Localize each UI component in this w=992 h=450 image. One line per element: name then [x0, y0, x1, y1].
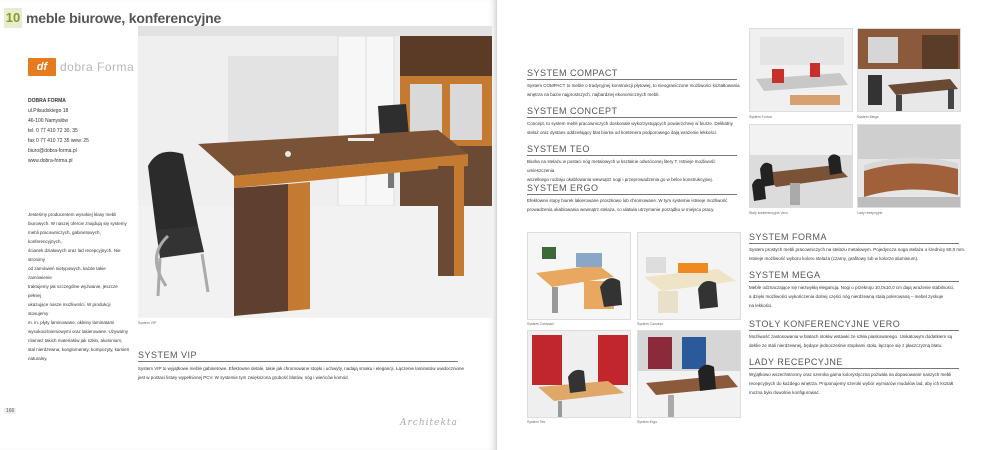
ergo-line: prowadzenia okablowania wewnątrz stelaża, co ułatwia utrzymanie porządku w miejscu pracy.: [527, 207, 715, 212]
ergo-line: Efektowne stopy biurek lakierowane proszkowo lub chromowane. W tym systemie istnieje możliwość: [527, 198, 728, 203]
photo-caption: System VIP: [138, 321, 157, 325]
contact-company: DOBRA FORMA: [28, 98, 66, 104]
thumb-caption: System Concept: [637, 322, 663, 326]
thumb-caption: System Forma: [749, 115, 772, 119]
thumb-caption: System Teo: [527, 420, 546, 424]
vero-line: Możliwość zastosowania w blatach stołów wstawki ze szkła piaskowanego. Unikatowym dodatkiem są: [749, 334, 953, 339]
about-line: m. in. płyty laminowane, okleiny laminatami: [28, 320, 115, 325]
ergo-illustration: [638, 331, 741, 418]
system-vip-photo: [138, 26, 492, 318]
contact-fax: fax 0 77 410 72 35 wew. 25: [28, 138, 89, 144]
system-concept-photo: [637, 232, 741, 320]
thumb-caption: Lady recepcyjne: [857, 211, 883, 215]
page-number: 166: [6, 408, 15, 414]
contact-block: [28, 96, 89, 166]
about-line: od zamówień nietypowych, każde takie zamówienie: [28, 266, 106, 280]
mega-title: SYSTEM MEGA: [749, 270, 959, 282]
about-line: biurowych. W naszej ofercie znajdują się systemy: [28, 221, 127, 226]
office-desk-illustration: [138, 26, 492, 318]
concept-line: Concept, to system mebli pracowniczych doskonale wykorzystujących powierzchnię w biurze. Delikatny: [527, 121, 733, 126]
about-line: ścianek działowych oraz lad recepcyjnych. Nie stronimy: [28, 248, 121, 262]
concept-illustration: [638, 233, 741, 320]
about-line: ukazujące nasze możliwości. W produkcji stosujemy: [28, 302, 111, 316]
about-line: stal nierdzewna, konglomeraty, kompozyty, kamień: [28, 347, 130, 352]
contact-street: ul.Piłsudskiego 18: [28, 108, 69, 114]
chapter-title: meble biurowe, konferencyjne: [26, 10, 222, 26]
mega-line: Meble odznaczające się niezwykłą elegancją. Nogi o przekroju 10,0x10,0 cm dają wrażenie stabilności,: [749, 285, 955, 290]
reception-desk-photo: [857, 124, 961, 208]
compact-illustration: [528, 233, 631, 320]
contact-city: 46-100 Namysłów: [28, 118, 69, 124]
compact-body: [527, 81, 742, 99]
about-line: mebli pracowniczych, gabinetowych, konferencyjnych,: [28, 230, 101, 244]
vero-line: deklie ze stali nierdzewnej, będące jednocześnie stopkami stołu, łączące się z płaszczyzną blatu.: [749, 343, 943, 348]
mega-body: [749, 283, 967, 310]
chapter-number: 10: [4, 8, 22, 28]
thumb-caption: Stoły konferencyjne Vero: [749, 211, 788, 215]
thumb-caption: System Compact: [527, 322, 554, 326]
compact-title: SYSTEM COMPACT: [527, 68, 737, 80]
about-line: wysokociśnieniowymi oraz lakierowane. Używamy: [28, 329, 129, 334]
reception-title: LADY RECEPCYJNE: [749, 357, 959, 369]
vero-tables-photo: [749, 124, 853, 208]
forma-title: SYSTEM FORMA: [749, 232, 959, 244]
ergo-body: [527, 196, 742, 214]
right-page: [497, 0, 992, 450]
reception-line: można było dowolnie konfigurować.: [749, 390, 821, 395]
teo-illustration: [528, 331, 631, 418]
thumb-caption: System Mega: [857, 115, 879, 119]
system-mega-photo: [857, 28, 961, 112]
reception-illustration: [858, 125, 961, 208]
vip-line: jest w postaci listwy wypełnionej PCV. W systemie tym zwiększona grubość blatów, nóg i wieńców komód.: [138, 375, 349, 380]
vip-line: System VIP to wyjątkowe meble gabinetowe. Efektowne detale, takie jak chromowane stopki i uchwyty, nadają smaku i elegancji. Łączenie laminatów uwidocznione: [138, 366, 465, 371]
contact-phone: tel. 0 77 410 72 30, 35: [28, 128, 78, 134]
logo-mark: df: [28, 58, 56, 76]
vero-title: STOŁY KONFERENCYJNE VERO: [749, 319, 959, 331]
forma-line: System prostych mebli pracowniczych na stelażu metalowym. Pojedyncza noga stelaża o średnicy 60,0 mm.: [749, 247, 966, 252]
system-compact-photo: [527, 232, 631, 320]
concept-line: stelaż oraz dystans oddzielający blat biurka od kontenera podporowego dają wrażenie lekkości.: [527, 130, 718, 135]
forma-line: Istnieje możliwość wyboru koloru stelaża (czarny, grafitowy lub w kolorze aluminium).: [749, 256, 919, 261]
concept-title: SYSTEM CONCEPT: [527, 106, 737, 118]
ergo-title: SYSTEM ERGO: [527, 183, 737, 195]
vip-section-title: SYSTEM VIP: [138, 350, 458, 362]
vero-illustration: [750, 125, 853, 208]
compact-line: System COMPACT to meble o tradycyjnej konstrukcji płytowej, to nieograniczone możliwości kształtowania: [527, 83, 740, 88]
reception-line: recepcyjnych do każdego wnętrza. Proponujemy szeroki wybór wymiarów modułów lad, aby ich kształt: [749, 381, 954, 386]
vero-body: [749, 332, 967, 350]
vip-section-body: [138, 364, 488, 382]
forma-body: [749, 245, 967, 263]
about-text: [28, 210, 130, 363]
company-logo: [28, 58, 134, 76]
system-ergo-photo: [637, 330, 741, 418]
about-line: naturalny.: [28, 356, 48, 361]
about-line: traktujemy jak szczególne wyzwanie, jeszcze pełniej: [28, 284, 118, 298]
teo-line: Biurka na stelażu w postaci nóg metalowych w kształcie odwróconej litery T. Istnieje możliwość umieszczenia: [527, 159, 716, 173]
compact-line: wnętrza na bazie najprostszych, najbardziej ekonomicznych mebli.: [527, 92, 660, 97]
mega-line: a dzięki możliwości wykończenia dolnej części nóg nierdzewną stalą polerowaną – mebel zyskuje: [749, 294, 944, 299]
teo-body: [527, 157, 742, 184]
reception-body: [749, 370, 967, 397]
about-line: Jesteśmy producentem wysokiej klasy mebli: [28, 212, 117, 217]
about-line: również takich materiałów jak szkło, aluminium,: [28, 338, 123, 343]
teo-title: SYSTEM TEO: [527, 144, 737, 156]
concept-body: [527, 119, 742, 137]
forma-illustration: [750, 29, 853, 112]
teo-line: wszelkiego rodzaju okablowania wewnątrz nogi i przeprowadzenia go w belce konstrukcyjnej.: [527, 177, 713, 182]
reception-line: Wyjątkowo wszechstronny oraz szeroka gama kolorystyczna pozwala na dopasowanie naszych mebli: [749, 372, 952, 377]
contact-email: biuro@dobra-forma.pl: [28, 148, 77, 154]
contact-website: www.dobra-forma.pl: [28, 158, 73, 164]
system-teo-photo: [527, 330, 631, 418]
mega-illustration: [858, 29, 961, 112]
mega-line: na lekkości.: [749, 303, 773, 308]
publisher-signature: Architekta: [400, 418, 458, 428]
logo-text: dobra Forma: [60, 60, 135, 74]
system-forma-photo: [749, 28, 853, 112]
thumb-caption: System Ergo: [637, 420, 658, 424]
